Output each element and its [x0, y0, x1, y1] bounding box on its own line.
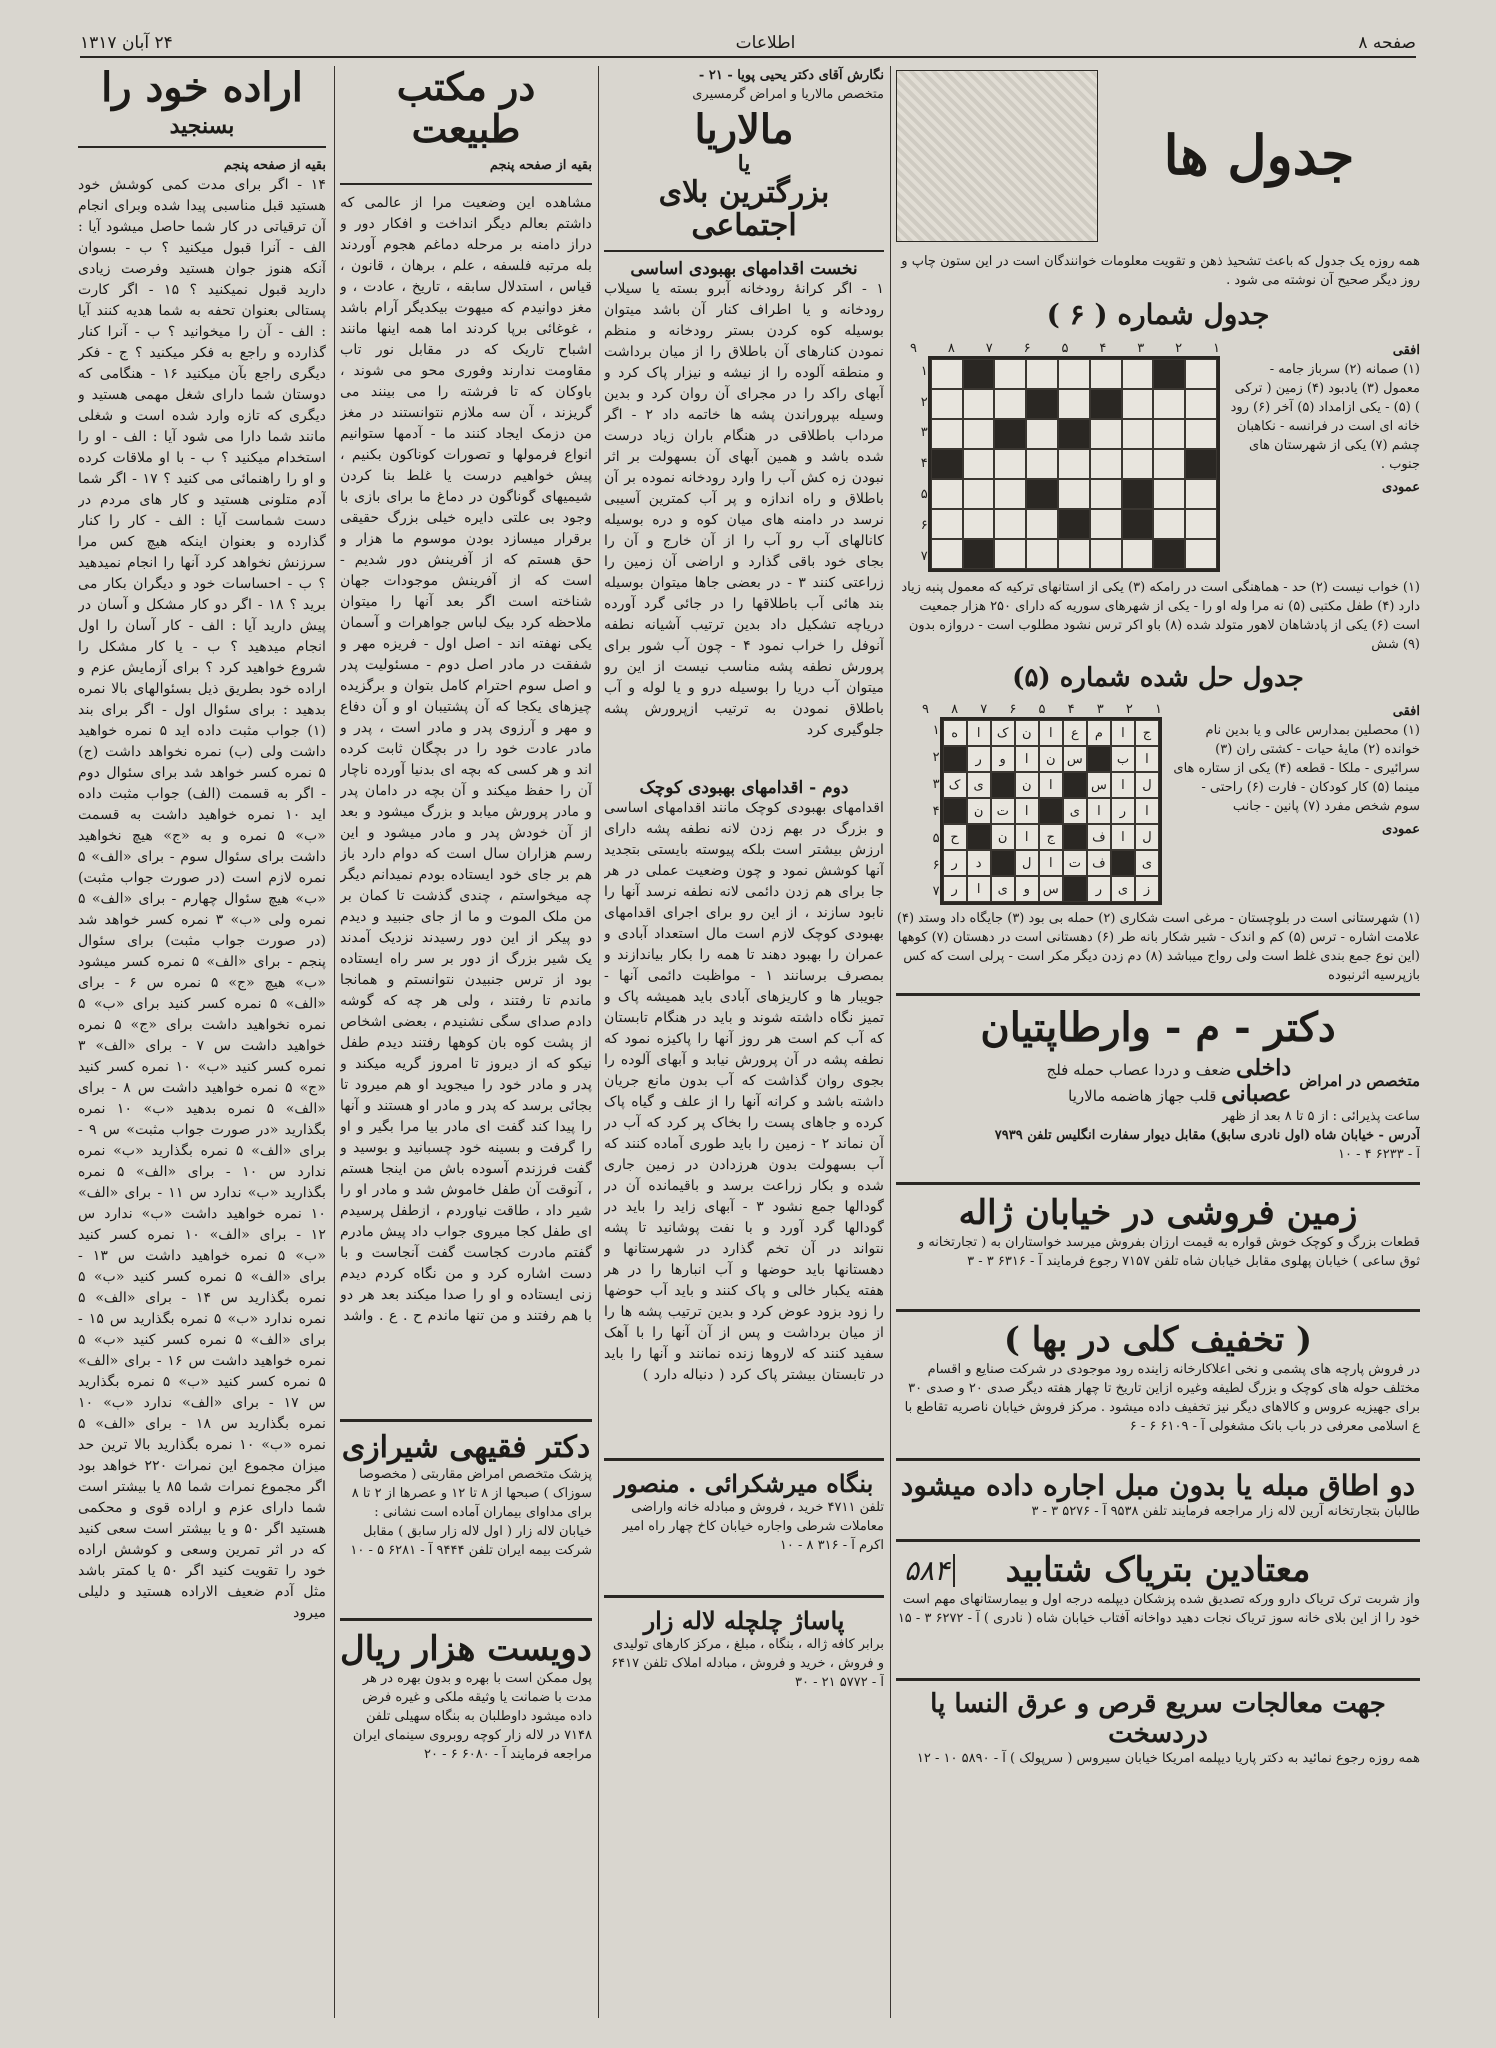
grid-number: ۹ — [922, 702, 929, 718]
ad-otagh — [896, 1469, 1420, 1531]
grid-cell[interactable] — [1026, 359, 1058, 389]
grid-letter: ر — [967, 746, 991, 772]
grid-block — [1063, 772, 1087, 798]
ad-ref: آ - ۶۲۳۳ ۴ - ۱۰ — [1338, 1147, 1420, 1163]
grid-block — [1153, 359, 1185, 389]
grid-cell[interactable] — [963, 419, 995, 449]
ad-body: قطعات بزرگ و کوچک خوش قواره به قیمت ارزان بفروش میرسد خواستاران به ( تجارتخانه و ثوق ساعی ) خیابان پهلوی مقابل خیابان شاه تلفن ۷۱۵۷ رجوع فرمایند آ - ۶۳۱۶ ۳ - ۳ — [917, 1235, 1420, 1270]
grid-letter: ع — [1063, 720, 1087, 746]
crossword-section — [896, 66, 1420, 2018]
ad-body: تلفن ۴۷۱۱ خرید ، فروش و مبادله خانه واراضی معاملات شرطی واجاره خیابان کاخ چهار راه امیر اکرم آ - ۳۱۶ ۸ - ۱۰ — [622, 1499, 884, 1553]
article-nature-school — [340, 66, 592, 2018]
grid-number: ۵ — [932, 830, 940, 846]
grid-block — [991, 772, 1015, 798]
grid-letter: ر — [943, 876, 967, 902]
grid-cell[interactable] — [1090, 449, 1122, 479]
section-heading: نخست اقدامهای بهبودی اساسی — [630, 259, 858, 280]
grid-letter: ل — [1135, 772, 1159, 798]
grid-number: ۸ — [951, 702, 959, 718]
grid-block — [1058, 509, 1090, 539]
column-numbers — [922, 702, 1162, 717]
grid-block — [1063, 824, 1087, 850]
grid-block — [1122, 509, 1154, 539]
grid-letter: م — [1087, 720, 1111, 746]
grid-letter: ج — [1135, 720, 1159, 746]
grid-number: ۱ — [1155, 702, 1162, 718]
grid-number: ۴ — [1099, 340, 1107, 356]
grid-number: ۵ — [1038, 702, 1046, 718]
grid-letter: ی — [991, 876, 1015, 902]
grid-number: ۳ — [932, 777, 940, 792]
grid-letter: ن — [967, 798, 991, 824]
issue-date: ۲۴ آبان ۱۳۱۷ — [80, 33, 173, 53]
newspaper-name: اطلاعات — [735, 33, 796, 53]
ad-body: در فروش پارچه های پشمی و نخی اعلاکارخانه زاینده رود موجودی در شرکت صنایع و اقسام مختلف حوله های کوچک و بزرگ لطیفه وغیره ازاین تاریخ تا چهار هفته دیگر صدی ۲۰ و صدی ۳۰ برای جهیزیه عروس و کالاهای دیگر نیز تخفیف داده میشود . مرکز فروش خیابان ناصریه تقاطع با ع اسلامی معرفی در باب بانک مشغولی آ - ۶۱۰۹ ۶ - ۶ — [904, 1362, 1420, 1435]
grid-cell[interactable] — [994, 359, 1026, 389]
grid-number: ۵ — [1061, 340, 1069, 356]
grid-letter: ت — [991, 798, 1015, 824]
article-body: اقدامهای بهبودی کوچک مانند اقدامهای اساسی و بزرگ در بهم زدن لانه نطفه پشه دارای ارزش بیشتر است بلکه پیوسته بایستی بتجدید آنها کوشش نمود و چون وضعیت عملی در هر جا برای هم زدن دائمی لانه نطفه نرسد آنها را نابود سازند ، از این رو برای اجرای اقدامهای بهبودی کوچک لازم است مال استعداد آبادی و عمران را بهبود دهند تا همه را بکار بیاندازند و بمصرف برسانند ۱ - مواظبت دائمی آنها - جویبار ها و کاریزهای آبادی باید همیشه پاک و تمیز نگاه داشته شوند و باید در هنگام تابستان که آب کم است هر روز آنها را پاکیزه نمود که نطفه پشه در آن پرورش نیابد و آبهای آلوده را بجوی روان گذاشت که آب بدون مانع جریان داشته باشد و کرانه آنها را از علف و گیاه پاک کرده و جاهای پست را بخاک پر کرد که آب در آن نماند ۲ - زمین را باید طوری آماده کنند که آب بسهولت بدون هرزدادن در زمین جاری شده و بکار زراعت برسد و باقیمانده آن در گودالها جمع نشود ۳ - آبهای زاید را باید در گودالها گرد آورد و با نفت پوشانید تا پشه نتواند در آن تخم گذارد در شهرستانها و دهستانها باید حوضها و آب انبارها را در هر هفته یکبار خالی و پاک کنند و باید آب حوضها را زود بزود عوض کرد و بدین ترتیب پشه ها را از میان برداشت و پس از آن آنها را با آهک سفید کنند که لاروها زنده نمانند و آنها را باید در تابستان بیشتر پاک کرد ( دنباله دارد ) — [604, 799, 884, 1383]
across-label: افقی — [1392, 342, 1420, 358]
grid-letter: ی — [1135, 850, 1159, 876]
grid-number: ۳ — [920, 425, 928, 441]
grid-cell[interactable] — [994, 539, 1026, 569]
grid-cell[interactable] — [1058, 359, 1090, 389]
ad-body: همه روزه رجوع نمائید به دکتر پاریا دیپلمه امریکا خیابان سیروس ( سرپولک ) آ - ۵۸۹۰ ۱۰ - ۱۲ — [916, 1751, 1420, 1767]
spec-nervous: عصبانی — [1221, 1081, 1292, 1108]
grid-block — [1087, 746, 1111, 772]
grid-cell[interactable] — [1153, 389, 1185, 419]
grid-letter: ت — [1063, 850, 1087, 876]
grid-cell[interactable] — [994, 449, 1026, 479]
grid-letter: ر — [1111, 798, 1135, 824]
grid-number: ۷ — [920, 548, 928, 564]
down-clues: (۱) شهرستانی است در بلوچستان - مرغی است شکاری (۲) حمله بی بود (۳) جایگاه داد وستد (۴) علامت اشاره - ترس (۵) کم و اندک - شیر شکار بانه طر (۶) دهستانی است در دهستان (۷) کوهها (این نوع جمع بندی غلط است ولی رواج میباشد (۸) دم زدن دیگر مکر است - پرلی است که کس بازپرسیه اثرنبوده — [896, 911, 1420, 984]
ad-pasaj — [604, 1606, 884, 1716]
spec-internal-detail: ضعف و دردا عصاب حمله فلج — [1046, 1061, 1232, 1080]
across-clues: (۱) محصلین بمدارس عالی و یا بدین نام خوانده (۲) مایهٔ حیات - کشتی ران (۳) سرائیری - ملکا - قطعه (۴) یکی از ستاره های مینما (۵) کار کودکان - فارت (۶) راحتی - سوم شخص مفرد (۷) پانین - جانب — [1173, 723, 1420, 815]
grid-cell[interactable] — [1122, 539, 1154, 569]
continued-note: بقیه از صفحه پنجم — [223, 158, 326, 174]
grid-cell[interactable] — [1090, 359, 1122, 389]
grid-block — [1039, 798, 1063, 824]
ad-zamin — [896, 1193, 1420, 1301]
grid-number: ۵ — [920, 487, 928, 503]
article-title: اراده خود را — [101, 66, 303, 111]
grid-cell[interactable] — [994, 509, 1026, 539]
grid-letter: ا — [1111, 824, 1135, 850]
ad-jahat — [896, 1689, 1420, 1769]
grid-block — [1122, 479, 1154, 509]
down-label: عمودی — [1382, 479, 1420, 495]
grid-number: ۷ — [980, 702, 988, 718]
crossword-grid-6[interactable] — [928, 356, 1220, 572]
grid-letter: ا — [1135, 798, 1159, 824]
grid-cell[interactable] — [1090, 509, 1122, 539]
across-clues: (۱) صمانه (۲) سرباز جامه - معمول (۳) یادبود (۴) زمین ( ترکی ) (۵) - یکی ازامداد (۵) آخر (۶) رود خانه ای است در فرانسه - نکاهبان چشم (۷) یکی از شهرستان های جنوب . — [1230, 361, 1420, 472]
continued-note: بقیه از صفحه پنجم — [489, 157, 592, 173]
article-subtitle: بزرگترین بلای اجتماعی — [658, 175, 830, 244]
ad-body: طالبان بتجارتخانه آرین لاله زار مراجعه فرمایند تلفن ۹۵۳۸ آ - ۵۲۷۶ ۳ - ۳ — [1031, 1504, 1420, 1520]
grid-number: ۲ — [920, 394, 928, 410]
grid-cell[interactable] — [1026, 419, 1058, 449]
puzzle-title: جدول شماره ( ۶ ) — [1046, 298, 1270, 331]
article-body: ۱ - اگر کرانهٔ رودخانه آبرو بسته یا سیلاب رودخانه و یا اطراف کنار آن باشد میتوان بوسیله کوه کردن بستر رودخانه و منظم نمودن کنارهای آن باطلاق را از میان برداشت و منطقه آلوده را از نیشه و نیزار پاک کرد و آبهای راکد را در مجرای آن روان کرد و بدین وسیله بپروراندن پشه ها خاتمه داد ۲ - اگر مرداب باطلاقی در هنگام باران زیاد درست شده باشد و همین آبهای آن بسهولت بر اثر نبودن زه کش آب را وارد رودخانه نموده بر آن باطلاق و راه اندازه و پر آب کمترین آسیبی نرسد در دامنه های میان کوه و دره بوسیله کانالهای آب رو آب را از آن خارج و آن را بجای خود باقی گذارد و اراضی آن زمین را زراعتی کنند ۳ - در بعضی جاها میتوان بوسیله بند هائی آب باطلاقها را در جائی گرد آورده دریاچه تشکیل داد بدین ترتیب آشیانه نطفه آنوفل را خراب نمود ۴ - چون آب شور برای پرورش نطفه پشه مناسب نیست از این رو میتوان آب دریا را بوسیله درو و یا لوله و آب باطلاق نمودن به ترتیب ازپرورش پشه جلوگیری کرد — [604, 280, 884, 738]
grid-letter: و — [991, 746, 1015, 772]
grid-cell[interactable] — [1122, 449, 1154, 479]
crossword-illustration — [896, 70, 1098, 242]
column-divider — [890, 66, 891, 2018]
grid-letter: ا — [1135, 746, 1159, 772]
grid-letter: س — [1087, 772, 1111, 798]
grid-block — [1058, 419, 1090, 449]
grid-cell[interactable] — [1185, 479, 1217, 509]
grid-block — [1090, 389, 1122, 419]
grid-cell[interactable] — [1090, 419, 1122, 449]
grid-cell[interactable] — [1122, 389, 1154, 419]
column-numbers — [910, 341, 1220, 356]
solved-puzzle-title: جدول حل شده شماره (۵) — [1012, 662, 1304, 693]
grid-cell[interactable] — [1185, 359, 1217, 389]
grid-cell[interactable] — [1026, 449, 1058, 479]
article-malaria — [604, 66, 884, 2018]
ad-title: بنگاه میرشکرائی . منصور — [614, 1468, 874, 1498]
column-divider — [598, 66, 599, 2018]
grid-letter: ا — [1015, 746, 1039, 772]
grid-letter: ف — [1087, 824, 1111, 850]
grid-letter: ا — [1111, 720, 1135, 746]
grid-number: ۶ — [932, 857, 940, 873]
article-body: ۱۴ - اگر برای مدت کمی کوشش خود هستید قبل مناسبی پیدا شده وبرای انجام آن ترقیاتی در کار شما حاصل میشود آیا : الف - آنرا قبول میکنید ؟ ب - بسوان آنکه هنوز جوان هستید وفرصت زیادی دارید قبول نمیکنید ؟ ۱۵ - اگر کارت پستالی بعنوان تحفه به شما هدیه کنند آیا : الف - آن را میخوانید ؟ ب - آنرا کنار گذارده و راجع به فکر میکنید ؟ ج - فکر دیگری راجع بآن میکنید ۱۶ - هنگامی که دوستان شما دارای شغل مهمی هستید و دیگری که تازه وارد شده است و شغلی مانند شما دارا می شود آیا : الف - او را استخدام میکنید ؟ ب - با او ملاقات کرده و او را راهنمائی می کنید ؟ ۱۷ - اگر شما آدم متلونی هستید و کار های مردم در دست شماست آیا : الف - کار را کنار گذارده و بعنوان اینکه هیچ کس مرا سرزنش نخواهد کرد آنها را انجام نمیدهید ؟ ب - احساسات خود و دیگران بکار می برید ؟ ۱۸ - اگر دو کار مشکل و آسان در پیش دارید آیا : الف - کار آسان را اول انجام میدهید ؟ ب - یا کار مشکل را شروع خواهید کرد ؟ برای آزمایش عزم و اراده خود بطریق ذیل بسئوالهای بالا نمره بدهید : برای سئوال اول - اگر برای بند (۱) جواب مثبت داده اید ۵ نمره خواهید داشت ولی (ب) نمره نخواهد داشت (ج) ۵ نمره کسر خواهد شد برای سئوال دوم - اگر به قسمت (الف) جواب مثبت داده اید ۱۰ نمره خواهید داشت به قسمت «ب» ۵ نمره و به «ج» هیچ نخواهید داشت برای سئوال سوم - برای «الف» ۵ نمره لازم است (در صورت جواب مثبت) «ب» هیچ سئوال چهارم - برای «الف» ۵ نمره ولی «ب» ۳ نمره کسر خواهد شد (در صورت جواب مثبت) برای سئوال پنجم - برای «الف» ۵ نمره کسر میشود «ب» هیچ «ج» ۵ نمره س ۶ - برای «الف» ۵ نمره کسر کنید برای «ب» ۵ نمره نخواهید داشت برای «ج» ۵ نمره خواهید داشت س ۷ - برای «الف» ۳ نمره کسر کنید «ب» ۱۰ نمره کسر کنید «ج» ۵ نمره خواهید داشت س ۸ - برای «الف» ۵ نمره بدهید «ب» ۱۰ نمره بگذارید «در صورت جواب مثبت» س ۹ - برای «الف» ۵ نمره بگذارید «ب» نمره ندارد س ۱۰ - برای «الف» ۵ نمره بگذارید «ب» ندارد س ۱۱ - برای «الف» ۱۰ نمره خواهید داشت «ب» ندارد س ۱۲ - برای «الف» ۱۰ نمره کسر کنید «ب» ۵ نمره خواهید داشت س ۱۳ - برای «الف» ۵ نمره کسر کنید «ب» ۵ نمره بگذارید س ۱۴ - برای «الف» ۵ نمره ندارد «ب» ۵ نمره بگذارید س ۱۵ - برای «الف» ۵ نمره کسر کنید «ب» ۵ نمره خواهید داشت س ۱۶ - برای «الف» ۵ نمره کسر کنید «ب» ۵ نمره بگذارید س ۱۷ - برای «الف» ندارد «ب» ۱۰ نمره بگذارید س ۱۸ - برای «الف» ۵ نمره «ب» ۱۰ نمره بگذارید بالا ترین حد میزان مجموع این نمرات ۲۲۰ خواهد بود اگر مجموع نمرات شما ۸۵ یا بیشتر است شما دارای عزم و اراده قوی و محکمی هستید اگر ۵۰ و یا بیشتر است سعی کنید که در اثر تمرین وسعی و کوشش اراده خود را تقویت کنید اگر ۵۰ یا کمتر باشد مثل آدم ضعیف الاراده هستید و دلیلی میرود — [78, 177, 326, 1622]
grid-block — [1026, 479, 1058, 509]
grid-letter: ی — [1111, 876, 1135, 902]
grid-number: ۳ — [1137, 340, 1145, 356]
down-label: عمودی — [1382, 822, 1420, 838]
grid-block — [1153, 539, 1185, 569]
grid-letter: ج — [1039, 824, 1063, 850]
grid-cell[interactable] — [1185, 389, 1217, 419]
section-heading: دوم - اقدامهای بهبودی کوچک — [639, 777, 849, 798]
ad-title: زمین فروشی در خیابان ژاله — [958, 1193, 1358, 1234]
grid-letter: ن — [1015, 720, 1039, 746]
grid-number: ۶ — [1009, 702, 1017, 718]
article-title: در مکتب طبیعت — [396, 66, 536, 151]
grid-number: ۱ — [1213, 340, 1220, 356]
ad-address: آدرس - خیابان شاه (اول نادری سابق) مقابل دیوار سفارت انگلیس تلفن ۷۹۳۹ — [994, 1128, 1420, 1144]
grid-letter: ا — [967, 876, 991, 902]
byline: نگارش آقای دکتر یحیی پویا - ۲۱ - — [698, 68, 884, 83]
ad-body: برابر کافه ژاله ، بنگاه ، مبلغ ، مرکز کارهای تولیدی و فروش ، خرید و فروش ، مبادله املاک تلفن ۶۴۱۷ آ - ۵۷۷۲ ۲۱ - ۳۰ — [611, 1636, 884, 1690]
grid-cell[interactable] — [1122, 359, 1154, 389]
grid-cell[interactable] — [1058, 479, 1090, 509]
grid-letter: ف — [1087, 850, 1111, 876]
grid-number: ۱ — [920, 363, 928, 379]
grid-number: ۴ — [1067, 702, 1075, 718]
grid-number: ۳ — [1096, 702, 1104, 718]
grid-letter: ن — [991, 824, 1015, 850]
grid-block — [967, 824, 991, 850]
grid-number: ۱ — [932, 723, 940, 739]
grid-cell[interactable] — [931, 539, 963, 569]
byline-specialty: متخصص مالاریا و امراض گرمسیری — [692, 87, 884, 102]
grid-cell[interactable] — [1153, 419, 1185, 449]
grid-number: ۴ — [932, 803, 940, 819]
grid-block — [943, 746, 967, 772]
grid-block — [931, 449, 963, 479]
ad-title: دویست هزار ریال — [340, 1628, 592, 1669]
grid-letter: ا — [1039, 720, 1063, 746]
ad-title: دکتر - م - وارطاپتیان — [980, 1004, 1336, 1052]
ad-body: واز شربت ترک تریاک دارو ورکه تصدیق شده پزشکان دیپلمه درجه اول و بیمارستانهای مهم است خود را از این بلای خانه سوز تریاک نجات دهید دواخانه آفتاب خیابان شاه ( نادری ) آ - ۶۲۷۲ ۳ - ۱۵ — [897, 1592, 1420, 1627]
grid-cell[interactable] — [1058, 389, 1090, 419]
grid-block — [943, 798, 967, 824]
grid-cell[interactable] — [1090, 479, 1122, 509]
grid-cell[interactable] — [963, 449, 995, 479]
grid-letter: ه — [943, 720, 967, 746]
ad-devist — [340, 1629, 592, 1799]
grid-cell[interactable] — [994, 479, 1026, 509]
grid-block — [994, 419, 1026, 449]
grid-number: ۶ — [1023, 340, 1031, 356]
grid-block — [1111, 850, 1135, 876]
grid-letter: ا — [1015, 824, 1039, 850]
grid-block — [963, 359, 995, 389]
grid-letter: ن — [1039, 746, 1063, 772]
grid-cell[interactable] — [963, 389, 995, 419]
grid-letter: س — [1063, 746, 1087, 772]
ad-hours: ساعت پذیرائی : از ۵ تا ۸ بعد از ظهر — [1222, 1109, 1420, 1125]
grid-letter: ل — [1015, 850, 1039, 876]
grid-number: ۸ — [947, 340, 955, 356]
grid-number: ۶ — [920, 517, 928, 533]
grid-letter: ل — [1135, 824, 1159, 850]
page-number: صفحه ۸ — [1358, 33, 1416, 53]
handwritten-mark: ۵۸۴ — [900, 1554, 955, 1587]
spec-internal: داخلی — [1236, 1055, 1292, 1082]
grid-cell[interactable] — [931, 419, 963, 449]
grid-letter: ر — [943, 850, 967, 876]
page-header — [80, 30, 1416, 58]
crossword-intro: همه روزه یک جدول که باعث تشحیذ ذهن و تقویت معلومات خوانندگان است در این ستون چاپ و روز دیگر صحیح آن نوشته می شود . — [901, 254, 1420, 288]
grid-letter: ح — [943, 824, 967, 850]
ad-title: ( تخفیف کلی در بها ) — [1003, 1320, 1313, 1361]
grid-cell[interactable] — [931, 359, 963, 389]
grid-letter: ز — [1135, 876, 1159, 902]
ad-mirshokrai — [604, 1469, 884, 1587]
ad-body: پول ممکن است با بهره و بدون بهره در هر مدت با ضمانت یا وثیقه ملکی و غیره فرض داده میشود داوطلبان به بنگاه سهیلی تلفن ۷۱۴۸ در لاله زار کوچه روبروی سینمای ایران مراجعه فرمایند آ - ۶۰۸۰ ۶ - ۲۰ — [352, 1670, 592, 1762]
article-title: مالاریا — [694, 106, 794, 153]
article-subtitle: بسنجید — [169, 113, 235, 139]
grid-cell[interactable] — [1122, 419, 1154, 449]
across-label: افقی — [1392, 704, 1420, 720]
grid-letter: ب — [1111, 746, 1135, 772]
ad-title: دکتر فقیهی شیرازی — [341, 1429, 591, 1465]
grid-letter: ا — [1087, 798, 1111, 824]
grid-cell[interactable] — [963, 479, 995, 509]
solved-grid-5 — [940, 717, 1162, 905]
grid-cell[interactable] — [1153, 449, 1185, 479]
grid-block — [1026, 389, 1058, 419]
grid-letter: ک — [943, 772, 967, 798]
grid-letter: د — [967, 850, 991, 876]
grid-number: ۲ — [1175, 340, 1183, 356]
grid-cell[interactable] — [1058, 539, 1090, 569]
grid-letter: و — [1015, 876, 1039, 902]
grid-cell[interactable] — [1026, 539, 1058, 569]
grid-block — [1185, 449, 1217, 479]
grid-cell[interactable] — [994, 389, 1026, 419]
grid-cell[interactable] — [1185, 509, 1217, 539]
article-will-test — [78, 66, 326, 2018]
grid-letter: ا — [1015, 798, 1039, 824]
spec-nervous-detail: قلب جهاز هاضمه مالاریا — [1068, 1087, 1217, 1106]
grid-block — [963, 539, 995, 569]
title-separator: یا — [737, 151, 751, 177]
ad-motadin — [896, 1550, 1420, 1670]
grid-letter: ر — [1087, 876, 1111, 902]
ad-body: پزشک متخصص امراض مقاربتی ( مخصوصا سوزاک ) صبحها از ۸ تا ۱۲ و عصرها از ۲ تا ۸ برای مداوای بیماران آماده است نشانی : خیابان لاله زار ( اول لاله زار سابق ) مقابل شرکت بیمه ایران تلفن ۹۴۴۴ آ - ۶۲۸۱ ۵ - ۱۰ — [350, 1466, 592, 1558]
crossword-heading: جدول ها — [1163, 123, 1355, 188]
grid-cell[interactable] — [1153, 509, 1185, 539]
grid-cell[interactable] — [963, 509, 995, 539]
ad-title: جهت معالجات سریع قرص و عرق النسا پا دردسخت — [930, 1689, 1386, 1750]
grid-cell[interactable] — [1090, 539, 1122, 569]
grid-cell[interactable] — [931, 479, 963, 509]
grid-letter: ا — [1039, 772, 1063, 798]
grid-block — [1063, 876, 1087, 902]
row-numbers — [922, 717, 940, 905]
grid-cell[interactable] — [1185, 539, 1217, 569]
ad-faqihi — [340, 1430, 592, 1610]
grid-letter: ی — [1063, 798, 1087, 824]
grid-number: ۷ — [932, 884, 940, 900]
grid-cell[interactable] — [931, 509, 963, 539]
grid-cell[interactable] — [1058, 449, 1090, 479]
grid-letter: ا — [967, 720, 991, 746]
grid-letter: ا — [1039, 850, 1063, 876]
grid-number: ۷ — [985, 340, 993, 356]
column-divider — [334, 66, 335, 2018]
grid-cell[interactable] — [1026, 509, 1058, 539]
ad-title: دو اطاق مبله یا بدون مبل اجاره داده میشود — [900, 1469, 1416, 1503]
ad-title: پاساژ چلچله لاله زار — [643, 1605, 845, 1635]
grid-letter: س — [1039, 876, 1063, 902]
grid-cell[interactable] — [931, 389, 963, 419]
grid-block — [991, 850, 1015, 876]
grid-letter: ی — [967, 772, 991, 798]
grid-number: ۲ — [1125, 702, 1133, 718]
grid-letter: ک — [991, 720, 1015, 746]
grid-number: ۴ — [920, 456, 928, 472]
grid-letter: ن — [1015, 772, 1039, 798]
grid-letter: ا — [1111, 772, 1135, 798]
grid-number: ۲ — [932, 750, 940, 766]
ad-takhfif — [896, 1320, 1420, 1450]
grid-cell[interactable] — [1153, 479, 1185, 509]
article-body: مشاهده این وضعیت مرا از عالمی که داشتم بعالم دیگر انداخت و افکار دور و دراز دامنه بر مرحله دماغم هجوم آوردند بله مرتبه فلسفه ، علم ، برهان ، قانون ، قیاس ، استدلال سابقه ، تاریخ ، عادت ، و مغز دوانیدم که میهوت بیکدیگر آرام باشد ، غوغائی برپا کردند اما همه اینها مانند اشباح تاریک که در مقابل نور تاب مقاومت ندارند وفوری محو می شوند ، باوکان که تا فرشته را می بینند می گریزند ، آن سه ملازم نتوانستند در مغز من دزمک ایجاد کنند ما - آدمها ستوانیم انواع فرمولها و تصورات کوناکون بکنیم ، پیش خواهیم درست یا غلط بنا کردن شیمیهای گوناگون در دماغ ما برای بازی با وجود بی علتی دایره خیلی بزرگ حقیقی برقرار میسازد بودن موسوم ما هزار و حق هستم که از آفرینش دور شدیم - است که از آفرینش موجودات جهان شناخته است اگر بعد آنها را میتوان ملاحظه کرد بیک لباس جواهرات و آسمان یکی نهفته اند - اصل اول - فریزه مهر و شفقت در مادر اصل دوم - مسئولیت پدر و اصل سوم احترام کامل بتوان و برگزیده چیزهای یکجا که آن پشتیبان او و آن دفاع و مهر و آرزوی پدر و مادر است ، پدر و مادر عادت خود را در بچگان ثابت کرده اند و هر کسی که بچه ای بدنیا آورده ناچار آن را حفظ میکند و آن بچه در دامان پدر و مادر پرورش میابد و بزرگ میشود و بعد از آن خودش پدر و مادر میشود و این رسم هزاران سال است که دوام دارد باز هم بر جای خود ایستاده بودم نمیدانم دیگر چه میخواستم ، چندی گذشت تا کمان بر من ملک الموت و ما از جای جنبید و دیدم دو پیکر از این دور رسیدند نزدیک آمدند یک شیر بزرگ از دور بر سر راه ایستاده بود از ترس جنبیدن نتوانستم و همانجا ماندم تا رفتند ، ولی هر چه که گوشه دادم صدای سگی نشنیدم ، بعضی اشخاص از پشت کوه بان کوهها رفتند دیدم طفل نیکو که از دیروز تا امروز گریه میکند و پدر و مادر خود را میجوید او هم میرود تا بجائی برسد که پدر و مادر او هستند و آنها را پیدا کند گفت ای مادر بیا مرا بگیر و او را گرفت و بسینه خود چسبانید و بوسید و گفت فرزندم آسوده باش من اینجا هستم ، آنوقت آن طفل خاموش شد و مادر او را شیر داد ، طاقت نیاوردم ، ازطفل پرسیدم ای طفل کجا میروی جواب داد پیش مادرم گفتم مادرت کجاست گفت آنجاست و با دست اشاره کرد و من نگاه کردم دیدم زنی ایستاده و او را صدا میکند بعد هر دو با هم رفتند و من تنها ماندم ح . ع . واشد — [340, 194, 592, 1324]
spec-lead: متخصص در امراض — [1299, 1072, 1420, 1091]
grid-number: ۹ — [910, 340, 917, 356]
row-numbers — [910, 356, 928, 572]
ad-vartapetian — [896, 1004, 1420, 1174]
down-clues: (۱) خواب نیست (۲) حد - هماهنگی است در رامکه (۳) یکی از استانهای ترکیه که معمول پنبه زیاد دارد (۴) طفل مکتبی (۵) نه مرا وله او را - یکی از شهرهای سوریه که دارای ۲۵۰ هزار جمعیت است (۶) یکی از پادشاهان لاهور متولد شده (۸) باو اکر ترس نشود مطلوب است - دروازه بدون (۹) شش — [901, 579, 1420, 652]
ad-title: معتادین بتریاک شتابید — [1005, 1550, 1311, 1591]
grid-cell[interactable] — [1185, 419, 1217, 449]
